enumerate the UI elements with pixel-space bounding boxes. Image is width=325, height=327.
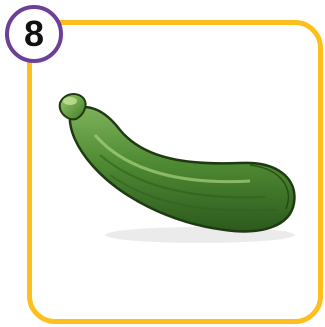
number-badge [5,5,63,63]
badge-number: 8 [23,13,45,54]
zucchini-icon [50,85,305,250]
